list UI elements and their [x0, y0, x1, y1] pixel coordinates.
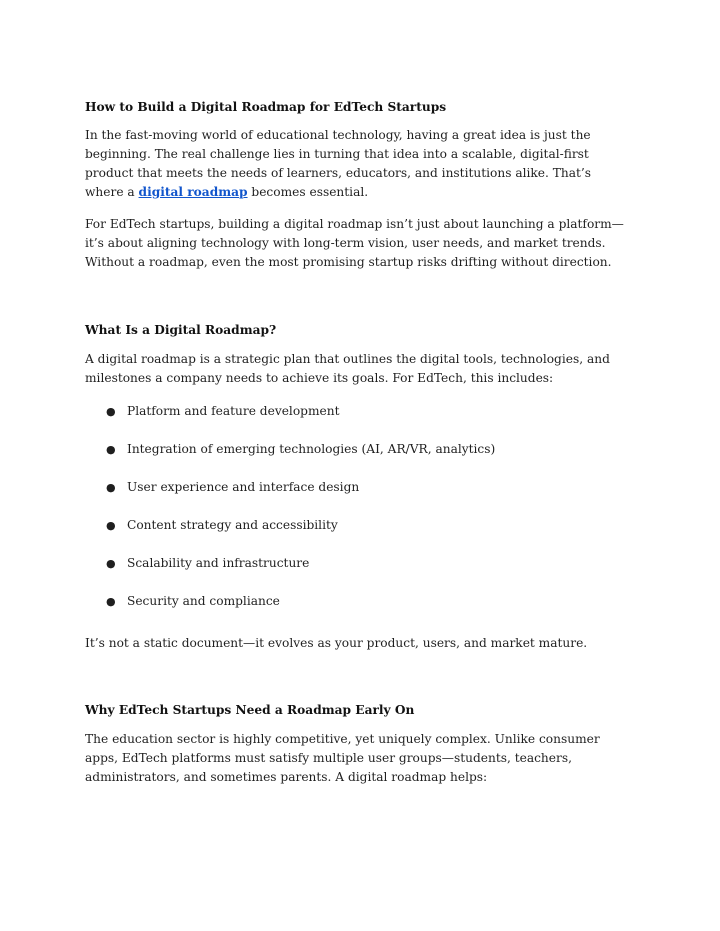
intro-text-before-link: In the fast-moving world of educational technology, having a great idea is just the beginning. The real challenge lies in turning that idea into a scalable, digital-first product that meets the needs of learners, educators, and institutions alike. That’s where a [85, 128, 592, 199]
bullet-icon: ● [106, 557, 116, 570]
section1-body: A digital roadmap is a strategic plan that outlines the digital tools, technologies, and milestones a company needs to achieve its goals. For EdTech, this includes: [85, 352, 610, 385]
list-item: ● User experience and interface design [85, 478, 633, 497]
digital-roadmap-link[interactable]: digital roadmap [138, 185, 248, 199]
bullet-icon: ● [106, 405, 116, 418]
section-heading-why-early: Why EdTech Startups Need a Roadmap Early On [85, 703, 415, 717]
bullet-icon: ● [106, 443, 116, 456]
intro-paragraph-1 [85, 126, 633, 202]
article-title: How to Build a Digital Roadmap for EdTech Startups [85, 100, 447, 114]
list-item: ● Content strategy and accessibility [85, 516, 633, 535]
section2-body: The education sector is highly competitive, yet uniquely complex. Unlike consumer apps, EdTech platforms must satisfy multiple user groups—students, teachers, administrators, and sometimes parents. A digital roadmap helps: [85, 732, 600, 784]
bullet-icon: ● [106, 519, 116, 532]
section1-closing: It’s not a static document—it evolves as your product, users, and market mature. [85, 636, 588, 650]
intro-paragraph-2: For EdTech startups, building a digital roadmap isn’t just about launching a platform—it’s about aligning technology with long-term vision, user needs, and market trends. Without a roadmap, even the most promising startup risks drifting without direction. [85, 217, 624, 269]
bullet-icon: ● [106, 595, 116, 608]
intro-text-after-link: becomes essential. [247, 185, 369, 199]
section-heading-what-is: What Is a Digital Roadmap? [85, 323, 277, 337]
list-item: ● Integration of emerging technologies (AI, AR/VR, analytics) [85, 440, 633, 459]
bullet-icon: ● [106, 481, 116, 494]
roadmap-components-list [85, 402, 633, 611]
list-item: ● Platform and feature development [85, 402, 633, 421]
document-page [85, 98, 633, 787]
list-item: ● Security and compliance [85, 592, 633, 611]
list-item: ● Scalability and infrastructure [85, 554, 633, 573]
